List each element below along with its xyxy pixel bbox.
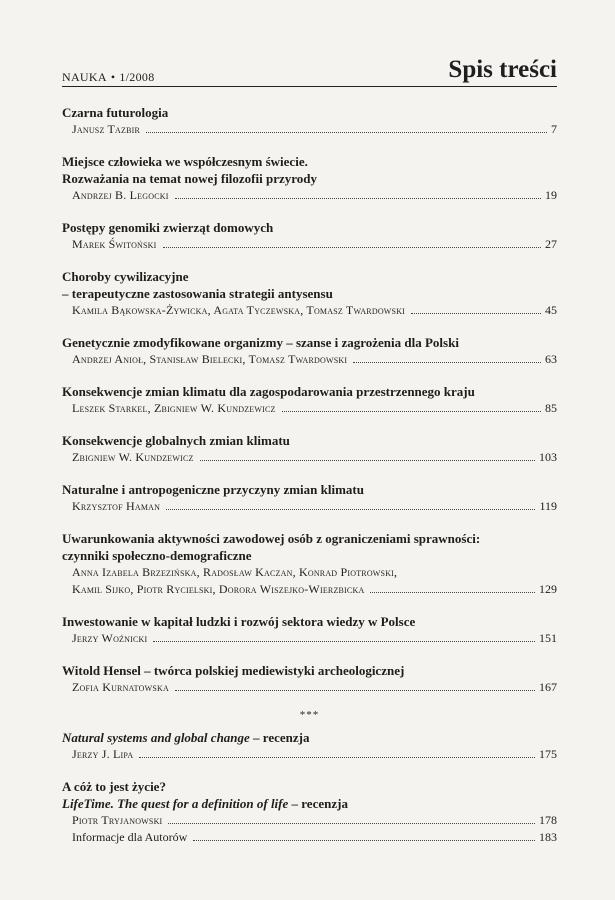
dot-leader [153, 641, 535, 642]
entry-byline [62, 581, 557, 598]
dot-leader [282, 411, 541, 412]
entry-authors: Zofia Kurnatowska [72, 680, 169, 694]
toc-entry[interactable] [62, 383, 557, 417]
entry-authors: Anna Izabela Brzezińska, Radosław Kaczan, Konrad Piotrowski, [72, 565, 398, 579]
entry-page: 178 [539, 813, 557, 827]
entry-title: Postępy genomiki zwierząt domowych [62, 220, 274, 235]
entry-page: 85 [545, 401, 557, 415]
entry-byline [62, 746, 557, 763]
info-page: 183 [539, 830, 557, 844]
entry-title: Konsekwencje globalnych zmian klimatu [62, 433, 290, 448]
entry-title: Uwarunkowania aktywności zawodowej osób z ograniczeniami sprawności: [62, 531, 481, 546]
toc-entry[interactable] [62, 613, 557, 647]
dot-leader [193, 840, 535, 841]
entry-byline [62, 236, 557, 253]
entry-title-line2: – terapeutyczne zastosowania strategii antysensu [62, 286, 333, 301]
entry-page: 63 [545, 352, 557, 366]
dot-leader [411, 313, 541, 314]
issue-bullet: • [110, 70, 116, 84]
entry-authors: Andrzej Anioł, Stanisław Bielecki, Tomasz Twardowski [72, 352, 348, 366]
toc-entry[interactable] [62, 481, 557, 515]
entry-authors: Piotr Tryjanowski [72, 813, 163, 827]
entry-page: 129 [539, 582, 557, 596]
entry-authors: Andrzej B. Legocki [72, 188, 169, 202]
review-title-italic: Natural systems and global change [62, 730, 250, 745]
entry-authors: Janusz Tazbir [72, 122, 141, 136]
entry-authors: Leszek Starkel, Zbigniew W. Kundzewicz [72, 401, 276, 415]
entry-authors-line [62, 564, 557, 581]
review-title-pre: A cóż to jest życie? [62, 779, 166, 794]
entry-authors: Kamila Bąkowska-Żywicka, Agata Tyczewska, Tomasz Twardowski [72, 303, 406, 317]
page-title: Spis treści [448, 56, 557, 83]
dot-leader [200, 460, 535, 461]
section-separator: *** [299, 709, 320, 721]
entry-page: 103 [539, 450, 557, 464]
entry-title: Naturalne i antropogeniczne przyczyny zmian klimatu [62, 482, 364, 497]
dot-leader [175, 198, 541, 199]
entry-authors: Kamil Sijko, Piotr Rycielski, Dorora Wiszejko-Wierzbicka [72, 582, 365, 596]
info-label: Informacje dla Autorów [72, 830, 188, 844]
entry-byline [62, 812, 557, 829]
toc-entry[interactable] [62, 268, 557, 319]
toc-entry[interactable] [62, 662, 557, 696]
review-title-italic: LifeTime. The quest for a definition of life [62, 796, 289, 811]
entry-page: 45 [545, 303, 557, 317]
dot-leader [353, 362, 541, 363]
toc-list [62, 104, 557, 861]
entry-title: Choroby cywilizacyjne [62, 269, 189, 284]
entry-byline [62, 449, 557, 466]
toc-entry[interactable] [62, 334, 557, 368]
entry-authors: Jerzy Woźnicki [72, 631, 148, 645]
toc-entry[interactable] [62, 530, 557, 598]
entry-byline [62, 400, 557, 417]
review-entry[interactable] [62, 778, 557, 846]
entry-byline [62, 679, 557, 696]
review-title-rest: – recenzja [288, 796, 348, 811]
entry-authors: Marek Świtoński [72, 237, 157, 251]
entry-authors: Zbigniew W. Kundzewicz [72, 450, 194, 464]
entry-title: Czarna futurologia [62, 105, 169, 120]
page-header [62, 56, 557, 100]
review-title [62, 729, 557, 746]
entry-authors: Krzysztof Haman [72, 499, 161, 513]
dot-leader [175, 690, 535, 691]
journal-name: NAUKA [62, 70, 107, 84]
entry-page: 119 [539, 499, 557, 513]
entry-byline [62, 498, 557, 515]
review-title-rest: – recenzja [249, 730, 310, 745]
dot-leader [146, 132, 547, 133]
journal-issue [62, 70, 155, 85]
issue-number: 1/2008 [119, 70, 155, 84]
entry-page: 167 [539, 680, 557, 694]
entry-page: 27 [545, 237, 557, 251]
entry-title: Witold Hensel – twórca polskiej mediewistyki archeologicznej [62, 663, 405, 678]
header-rule [62, 86, 557, 87]
entry-page: 19 [545, 188, 557, 202]
entry-page: 151 [539, 631, 557, 645]
entry-title-line2: czynniki społeczno-demograficzne [62, 548, 252, 563]
review-entry[interactable] [62, 729, 557, 763]
entry-title: Miejsce człowieka we współczesnym świecie. [62, 154, 308, 169]
info-line[interactable] [62, 829, 557, 846]
entry-byline [62, 302, 557, 319]
entry-title: Inwestowanie w kapitał ludzki i rozwój sektora wiedzy w Polsce [62, 614, 416, 629]
entry-byline [62, 351, 557, 368]
entry-byline [62, 630, 557, 647]
entry-title: Genetycznie zmodyfikowane organizmy – szanse i zagrożenia dla Polski [62, 335, 459, 350]
dot-leader [168, 823, 535, 824]
entry-page: 175 [539, 747, 557, 761]
entry-title: Konsekwencje zmian klimatu dla zagospodarowania przestrzennego kraju [62, 384, 475, 399]
toc-entry[interactable] [62, 219, 557, 253]
entry-authors: Jerzy J. Lipa [72, 747, 134, 761]
toc-entry[interactable] [62, 104, 557, 138]
entry-page: 7 [551, 122, 557, 136]
toc-entry[interactable] [62, 153, 557, 204]
entry-title-line2: Rozważania na temat nowej filozofii przyrody [62, 171, 318, 186]
dot-leader [163, 247, 541, 248]
dot-leader [139, 757, 535, 758]
toc-entry[interactable] [62, 432, 557, 466]
dot-leader [370, 592, 535, 593]
review-title [62, 795, 557, 812]
dot-leader [166, 509, 535, 510]
entry-byline [62, 187, 557, 204]
entry-byline [62, 121, 557, 138]
